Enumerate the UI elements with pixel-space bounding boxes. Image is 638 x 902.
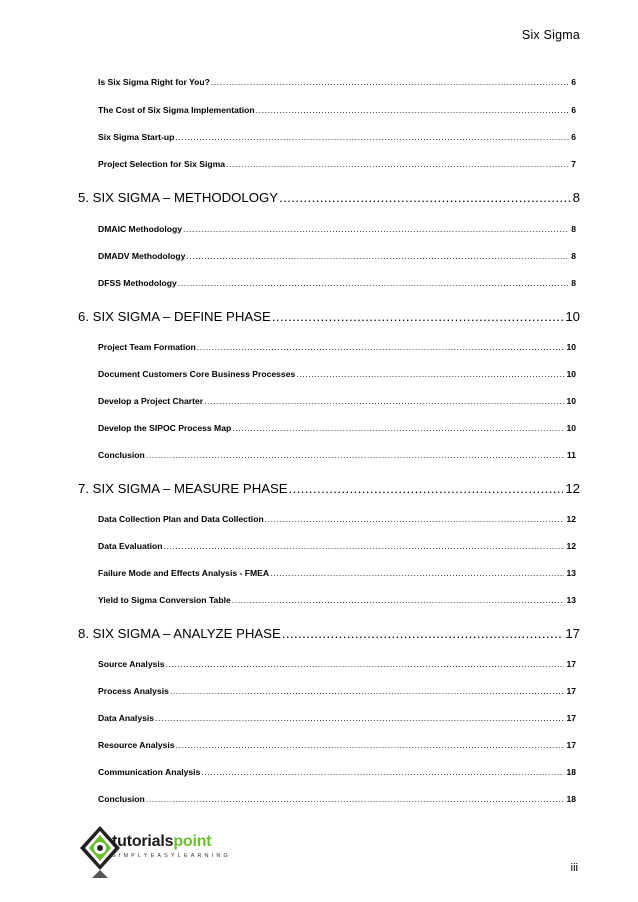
toc-entry-title: Data Collection Plan and Data Collection	[98, 514, 264, 524]
dot-leader	[265, 514, 565, 524]
dot-leader	[296, 369, 564, 379]
dot-leader	[211, 77, 569, 87]
toc-entry-page: 18	[566, 767, 576, 777]
toc-chapter[interactable]	[78, 309, 580, 324]
toc-entry-title: Source Analysis	[98, 659, 165, 669]
toc-entry[interactable]	[98, 342, 576, 352]
toc-entry[interactable]	[98, 105, 576, 115]
dot-leader	[256, 105, 570, 115]
dot-leader	[176, 740, 565, 750]
toc-entry[interactable]	[98, 450, 576, 460]
toc-entry-page: 10	[566, 342, 576, 352]
toc-chapter-page: 10	[565, 309, 580, 324]
toc-chapter-page: 8	[572, 190, 580, 205]
dot-leader	[163, 541, 564, 551]
dot-leader	[170, 686, 565, 696]
toc-entry-page: 10	[566, 396, 576, 406]
toc-entry[interactable]	[98, 514, 576, 524]
toc-entry-title: Resource Analysis	[98, 740, 175, 750]
toc-entry[interactable]	[98, 251, 576, 261]
toc-entry-page: 6	[571, 132, 576, 142]
toc-entry-title: Conclusion	[98, 794, 145, 804]
toc-entry[interactable]	[98, 132, 576, 142]
toc-entry-page: 6	[571, 105, 576, 115]
toc-entry-page: 8	[571, 278, 576, 288]
toc-entry[interactable]	[98, 77, 576, 87]
toc-entry-page: 13	[566, 595, 576, 605]
toc-chapter-page: 17	[565, 626, 580, 641]
dot-leader	[146, 450, 565, 460]
toc-entry-title: DMADV Methodology	[98, 251, 186, 261]
toc-entry-title: Data Analysis	[98, 713, 155, 723]
toc-chapter-page: 12	[565, 481, 580, 496]
toc-entry[interactable]	[98, 224, 576, 234]
toc-chapter-title: 6. SIX SIGMA – DEFINE PHASE	[78, 309, 271, 324]
toc-chapter[interactable]	[78, 626, 580, 641]
toc-entry-title: Yield to Sigma Conversion Table	[98, 595, 231, 605]
toc-chapter[interactable]	[78, 190, 580, 205]
toc-entry-title: DFSS Methodology	[98, 278, 177, 288]
toc-entry-title: Is Six Sigma Right for You?	[98, 77, 210, 87]
toc-entry[interactable]	[98, 794, 576, 804]
dot-leader	[289, 481, 564, 496]
toc-entry[interactable]	[98, 278, 576, 288]
toc-entry-page: 10	[566, 423, 576, 433]
dot-leader	[166, 659, 565, 669]
dot-leader	[178, 278, 569, 288]
toc-entry-page: 13	[566, 568, 576, 578]
toc-entry[interactable]	[98, 686, 576, 696]
toc-chapter-title: 8. SIX SIGMA – ANALYZE PHASE	[78, 626, 281, 641]
toc-entry-title: Communication Analysis	[98, 767, 201, 777]
dot-leader	[272, 309, 564, 324]
dot-leader	[175, 132, 569, 142]
toc-entry-title: The Cost of Six Sigma Implementation	[98, 105, 255, 115]
toc-entry-page: 8	[571, 251, 576, 261]
toc-entry-title: Failure Mode and Effects Analysis - FMEA	[98, 568, 270, 578]
dot-leader	[197, 342, 565, 352]
dot-leader	[279, 190, 571, 205]
brand-tagline: SIMPLYEASYLEARNING	[112, 853, 231, 859]
toc-entry-title: Data Evaluation	[98, 541, 163, 551]
toc-entry[interactable]	[98, 568, 576, 578]
toc-entry[interactable]	[98, 541, 576, 551]
dot-leader	[186, 251, 569, 261]
toc-entry[interactable]	[98, 659, 576, 669]
toc-entry-title: Six Sigma Start-up	[98, 132, 175, 142]
toc-entry[interactable]	[98, 423, 576, 433]
toc-entry[interactable]	[98, 369, 576, 379]
toc-entry[interactable]	[98, 159, 576, 169]
dot-leader	[183, 224, 569, 234]
dot-leader	[226, 159, 569, 169]
toc-chapter-title: 7. SIX SIGMA – MEASURE PHASE	[78, 481, 288, 496]
toc-entry-page: 6	[571, 77, 576, 87]
brand-name-part2: point	[173, 833, 212, 850]
dot-leader	[282, 626, 564, 641]
toc-entry-title: Develop the SIPOC Process Map	[98, 423, 232, 433]
toc-entry-page: 17	[566, 659, 576, 669]
toc-entry-title: Document Customers Core Business Processes	[98, 369, 296, 379]
toc-entry-title: Project Selection for Six Sigma	[98, 159, 226, 169]
toc-entry-title: DMAIC Methodology	[98, 224, 183, 234]
toc-entry-page: 8	[571, 224, 576, 234]
dot-leader	[201, 767, 564, 777]
toc-entry-title: Process Analysis	[98, 686, 169, 696]
toc-entry-title: Develop a Project Charter	[98, 396, 204, 406]
toc-entry-page: 11	[566, 450, 576, 460]
toc-entry[interactable]	[98, 767, 576, 777]
toc-entry[interactable]	[98, 595, 576, 605]
dot-leader	[146, 794, 565, 804]
dot-leader	[204, 396, 564, 406]
toc-entry[interactable]	[98, 396, 576, 406]
running-header: Six Sigma	[521, 28, 580, 42]
page-number: iii	[570, 862, 578, 874]
toc-entry-page: 17	[566, 686, 576, 696]
toc-entry-title: Conclusion	[98, 450, 145, 460]
toc-chapter[interactable]	[78, 481, 580, 496]
toc-chapter-title: 5. SIX SIGMA – METHODOLOGY	[78, 190, 279, 205]
toc-entry-page: 10	[566, 369, 576, 379]
dot-leader	[270, 568, 564, 578]
dot-leader	[232, 423, 564, 433]
brand-name-part1: tutorials	[112, 833, 174, 850]
toc-entry-page: 17	[566, 713, 576, 723]
dot-leader	[232, 595, 565, 605]
toc-entry-page: 12	[566, 541, 576, 551]
toc-entry[interactable]	[98, 713, 576, 723]
toc-entry-title: Project Team Formation	[98, 342, 196, 352]
toc-entry-page: 7	[571, 159, 576, 169]
toc-entry-page: 18	[566, 794, 576, 804]
dot-leader	[155, 713, 564, 723]
toc-entry[interactable]	[98, 740, 576, 750]
toc-entry-page: 12	[566, 514, 576, 524]
brand-wordmark	[112, 833, 231, 859]
toc-entry-page: 17	[566, 740, 576, 750]
